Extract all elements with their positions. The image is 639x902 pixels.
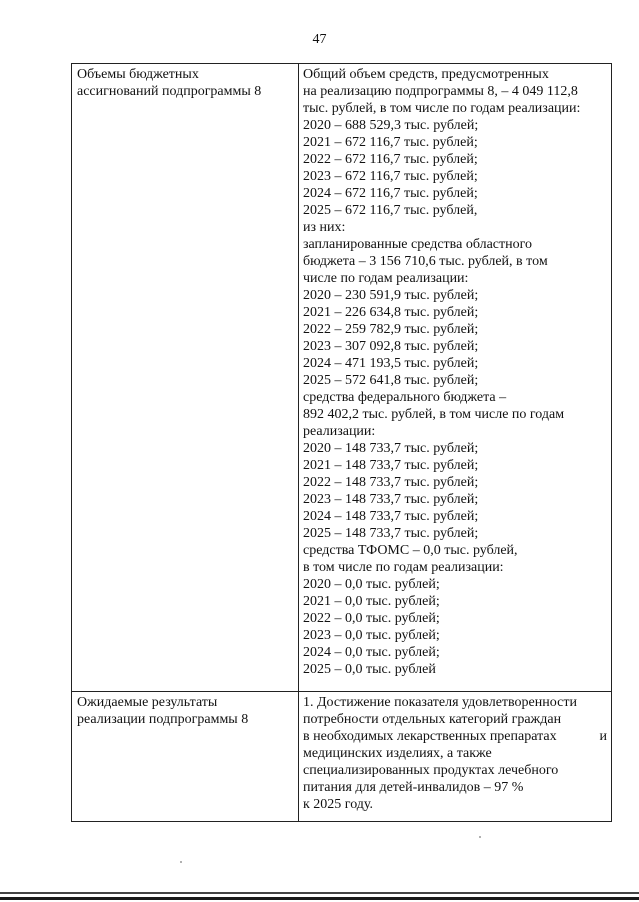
budget-line: 2020 – 148 733,7 тыс. рублей; [303, 441, 479, 456]
budget-line: запланированные средства областного [303, 237, 533, 252]
results-line: питания для детей-инвалидов – 97 % [303, 780, 524, 795]
results-line: специализированных продуктах лечебного [303, 763, 559, 778]
budget-line: 2021 – 148 733,7 тыс. рублей; [303, 458, 479, 473]
budget-line: средства федерального бюджета – [303, 390, 507, 405]
table-row-results [72, 692, 612, 822]
results-label-line: Ожидаемые результаты [77, 695, 218, 710]
results-line-end: и [599, 729, 607, 744]
budget-line: средства ТФОМС – 0,0 тыс. рублей, [303, 543, 518, 558]
budget-line: 2021 – 226 634,8 тыс. рублей; [303, 305, 479, 320]
budget-line: 2024 – 0,0 тыс. рублей; [303, 645, 440, 660]
budget-line: 2023 – 0,0 тыс. рублей; [303, 628, 440, 643]
budget-line: тыс. рублей, в том числе по годам реализации: [303, 101, 581, 116]
results-line: к 2025 году. [303, 797, 374, 812]
budget-line: 2022 – 148 733,7 тыс. рублей; [303, 475, 479, 490]
budget-line: 892 402,2 тыс. рублей, в том числе по годам [303, 407, 565, 422]
budget-value-cell [299, 64, 612, 692]
budget-line: бюджета – 3 156 710,6 тыс. рублей, в том [303, 254, 548, 269]
budget-line: 2023 – 672 116,7 тыс. рублей; [303, 169, 478, 184]
budget-line: 2024 – 148 733,7 тыс. рублей; [303, 509, 479, 524]
budget-line: Общий объем средств, предусмотренных [303, 67, 549, 82]
scan-speck [479, 836, 481, 838]
page-number: 47 [312, 32, 327, 47]
budget-line: 2025 – 672 116,7 тыс. рублей, [303, 203, 478, 218]
budget-line: реализации: [303, 424, 376, 439]
budget-line: 2021 – 672 116,7 тыс. рублей; [303, 135, 478, 150]
results-label-line: реализации подпрограммы 8 [77, 712, 249, 727]
budget-line: из них: [303, 220, 346, 235]
budget-line: 2020 – 230 591,9 тыс. рублей; [303, 288, 479, 303]
table-row-budget [72, 64, 612, 692]
budget-line: 2023 – 148 733,7 тыс. рублей; [303, 492, 479, 507]
budget-line: 2022 – 0,0 тыс. рублей; [303, 611, 440, 626]
budget-line: в том числе по годам реализации: [303, 560, 504, 575]
budget-line: 2025 – 148 733,7 тыс. рублей; [303, 526, 479, 541]
budget-line: на реализацию подпрограммы 8, – 4 049 112,8 [303, 84, 578, 99]
scan-speck [180, 861, 182, 863]
budget-line: 2023 – 307 092,8 тыс. рублей; [303, 339, 479, 354]
budget-line: 2020 – 0,0 тыс. рублей; [303, 577, 440, 592]
passport-table [71, 63, 612, 822]
budget-line: 2022 – 259 782,9 тыс. рублей; [303, 322, 479, 337]
results-line: потребности отдельных категорий граждан [303, 712, 562, 727]
results-line-start: в необходимых лекарственных препаратах [303, 729, 557, 744]
budget-line: 2024 – 471 193,5 тыс. рублей; [303, 356, 479, 371]
budget-label-cell [72, 64, 299, 692]
results-line: медицинских изделиях, а также [303, 746, 492, 761]
budget-line: числе по годам реализации: [303, 271, 469, 286]
budget-line: 2025 – 572 641,8 тыс. рублей; [303, 373, 479, 388]
budget-label-line: ассигнований подпрограммы 8 [77, 84, 262, 99]
results-line-justified [303, 728, 607, 745]
budget-line: 2020 – 688 529,3 тыс. рублей; [303, 118, 479, 133]
scan-edge-line [0, 897, 639, 900]
budget-label-line: Объемы бюджетных [77, 67, 199, 82]
budget-line: 2022 – 672 116,7 тыс. рублей; [303, 152, 478, 167]
budget-line: 2024 – 672 116,7 тыс. рублей; [303, 186, 478, 201]
budget-line: 2025 – 0,0 тыс. рублей [303, 662, 436, 677]
results-line: 1. Достижение показателя удовлетворенности [303, 695, 577, 710]
budget-line: 2021 – 0,0 тыс. рублей; [303, 594, 440, 609]
results-label-cell [72, 692, 299, 822]
scan-edge-line [0, 892, 639, 894]
results-value-cell [299, 692, 612, 822]
